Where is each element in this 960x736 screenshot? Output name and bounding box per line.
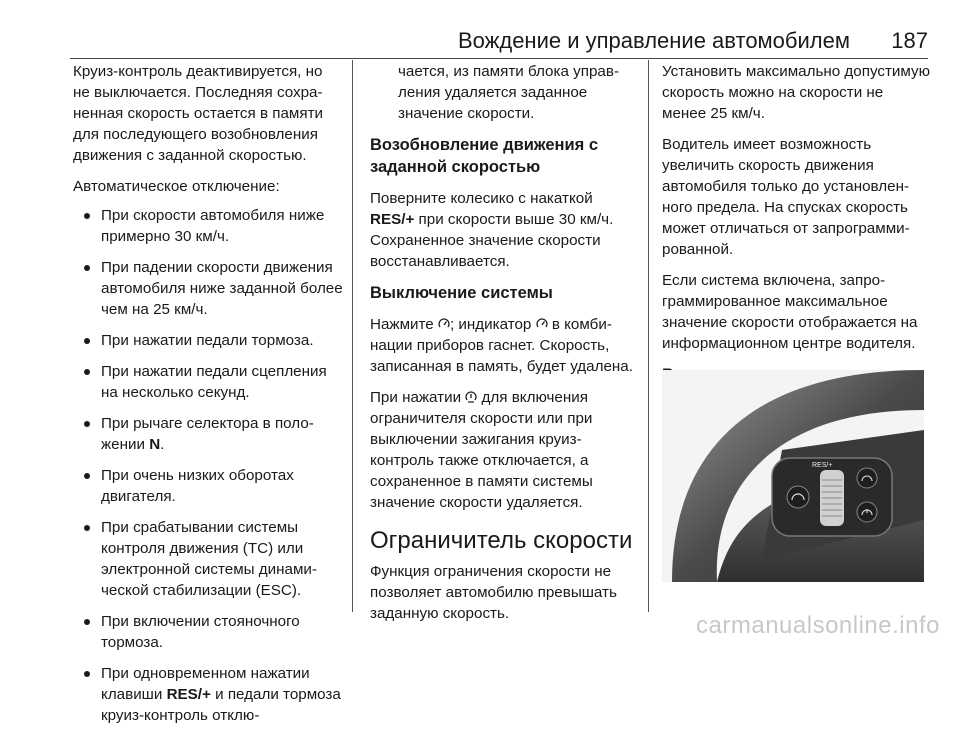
list-item: При срабатывании системы контроля движения (TC) или электронной системы динамической стабилизации (ESC). xyxy=(73,517,343,601)
continued-text: чается, из памяти блока управления удаляется заданное значение скорости. xyxy=(398,63,619,122)
list-item: При скорости автомобиля ниже примерно 30 км/ч. xyxy=(73,205,343,247)
bullet-icon xyxy=(84,213,90,219)
column-divider-1 xyxy=(352,60,353,612)
bullet-icon xyxy=(84,338,90,344)
list-item: При одновременном нажатии клавиши RES/+ и педали тормоза круиз-контроль отклю- xyxy=(73,663,343,726)
limiter-desc: Функция ограничения скорости не позволяет автомобилю превышать заданную скорость. xyxy=(370,563,617,622)
page-title: Вождение и управление автомобилем xyxy=(457,28,850,53)
bullet-icon xyxy=(84,525,90,531)
paragraph-display: Если система включена, запрограммированное максимальное значение скорости отображается на информационном центре водителя. xyxy=(662,272,918,352)
paragraph-min-speed: Установить максимально допустимую скорость можно на скорости не менее 25 км/ч. xyxy=(662,63,931,122)
column-2 xyxy=(370,61,638,634)
cruise-control-icon xyxy=(438,318,450,330)
list-item: При рычаге селектора в положении N. xyxy=(73,413,343,455)
column-1 xyxy=(73,61,343,736)
list-item: При падении скорости движения автомобиля ниже заданной более чем на 25 км/ч. xyxy=(73,257,343,320)
column-divider-2 xyxy=(648,60,649,612)
heading-resume: Возобновление движения с заданной скоростью xyxy=(370,136,599,176)
page-header xyxy=(0,0,960,58)
heading-off: Выключение системы xyxy=(370,284,553,302)
off-paragraph: Нажмите ; индикатор в комбинации приборов гаснет. Скорость, записанная в память, будет удалена. xyxy=(370,316,633,375)
list-item: При очень низких оборотах двигателя. xyxy=(73,465,343,507)
steering-wheel-photo xyxy=(662,370,924,582)
intro-paragraph: Круиз-контроль деактивируется, но не выключается. Последняя сохраненная скорость остается в памяти для последующего возобновления движения с заданной скоростью. xyxy=(73,63,324,164)
bullet-icon xyxy=(84,265,90,271)
header-rule xyxy=(70,58,928,59)
heading-limiter: Ограничитель скорости xyxy=(370,527,633,554)
speed-limiter-icon xyxy=(465,391,477,403)
steering-wheel-illustration xyxy=(662,370,924,582)
limiter-off-paragraph: При нажатии для включения ограничителя скорости или при выключении зажигания круиз-контроль также отключается, а сохраненное в памяти системы значение скорости удаляется. xyxy=(370,389,593,511)
bullet-icon xyxy=(84,619,90,625)
bullet-icon xyxy=(84,671,90,677)
bullet-icon xyxy=(84,421,90,427)
page-number: 187 xyxy=(891,28,928,53)
resume-paragraph: Поверните колесико с накаткой RES/+ при скорости выше 30 км/ч. Сохраненное значение скорости восстанавливается. xyxy=(370,190,614,270)
column-3 xyxy=(662,61,930,396)
auto-off-label: Автоматическое отключение: xyxy=(73,178,280,195)
list-item: При нажатии педали сцепления на несколько секунд. xyxy=(73,361,343,403)
auto-off-list xyxy=(73,205,343,726)
photo-label-res: RES/+ xyxy=(812,462,833,469)
list-item: При включении стояночного тормоза. xyxy=(73,611,343,653)
watermark: carmanualsonline.info xyxy=(696,612,940,639)
bullet-icon xyxy=(84,473,90,479)
bullet-icon xyxy=(84,369,90,375)
cruise-control-icon xyxy=(536,318,548,330)
paragraph-limit: Водитель имеет возможность увеличить скорость движения автомобиля только до установленного предела. На спусках скорость может отличаться от запрограммированной. xyxy=(662,136,910,258)
list-item: При нажатии педали тормоза. xyxy=(73,330,343,351)
